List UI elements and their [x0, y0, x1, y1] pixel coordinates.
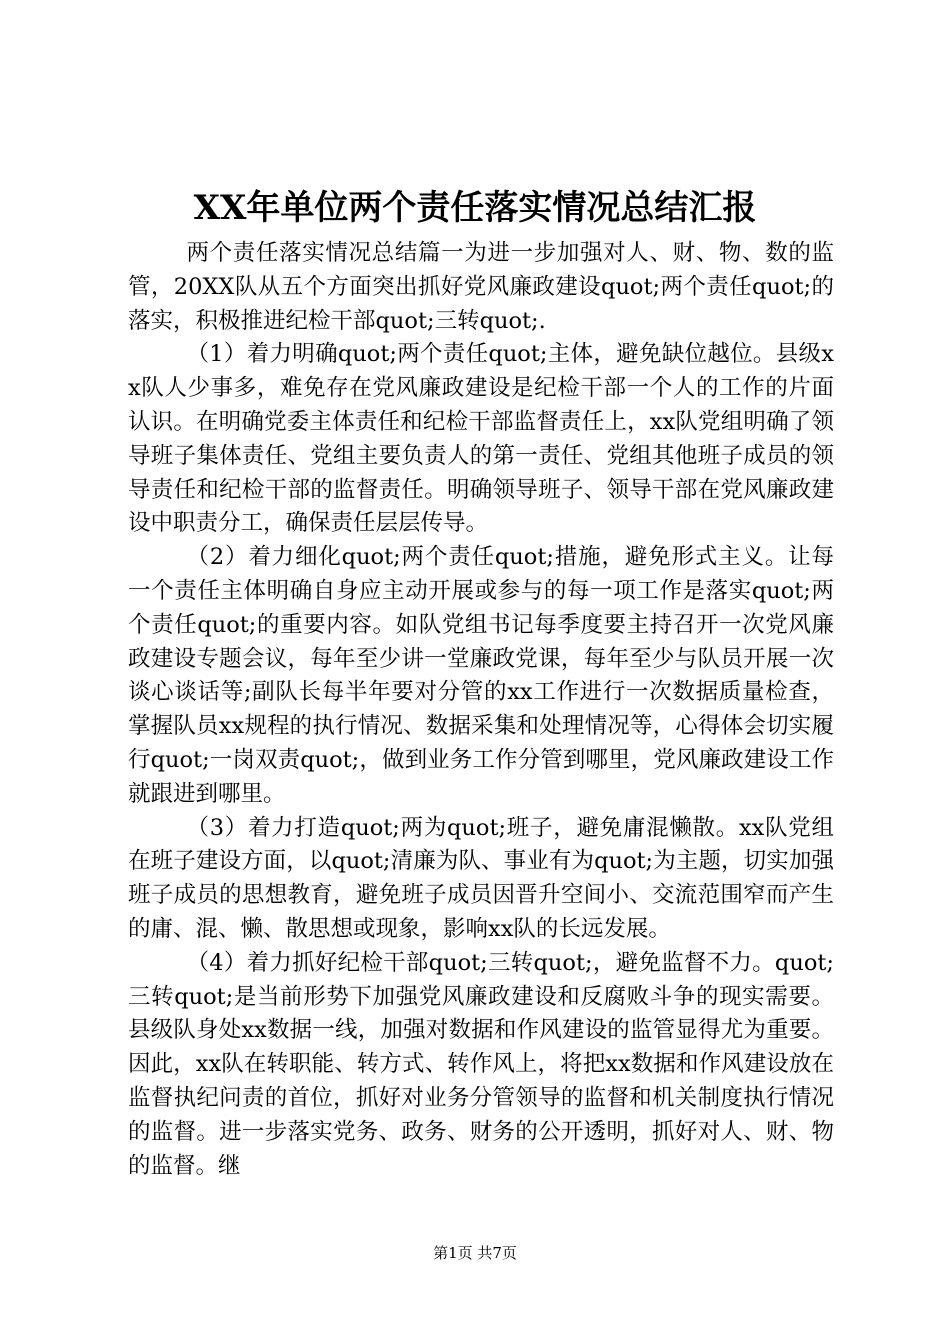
- document-body: [128, 237, 834, 1183]
- paragraph-point-2: （2）着力细化quot;两个责任quot;措施，避免形式主义。让每一个责任主体明确自身应主动开展或参与的每一项工作是落实quot;两个责任quot;的重要内容。如队党组书记每季度要主持召开一次党风廉政建设专题会议，每年至少讲一堂廉政党课，每年至少与队员开展一次谈心谈话等;副队长每半年要对分管的xx工作进行一次数据质量检查，掌握队员xx规程的执行情况、数据采集和处理情况等，心得体会切实履行quot;一岗双责quot;，做到业务工作分管到哪里，党风廉政建设工作就跟进到哪里。: [128, 544, 834, 807]
- paragraph-intro: 两个责任落实情况总结篇一为进一步加强对人、财、物、数的监管，20XX队从五个方面突出抓好党风廉政建设quot;两个责任quot;的落实，积极推进纪检干部quot;三转quot;.: [128, 240, 834, 334]
- paragraph-point-1: （1）着力明确quot;两个责任quot;主体，避免缺位越位。县级xx队人少事多，难免存在党风廉政建设是纪检干部一个人的工作的片面认识。在明确党委主体责任和纪检干部监督责任上，xx队党组明确了领导班子集体责任、党组主要负责人的第一责任、党组其他班子成员的领导责任和纪检干部的监督责任。明确领导班子、领导干部在党风廉政建设中职责分工，确保责任层层传导。: [128, 341, 834, 537]
- document-title: XX年单位两个责任落实情况总结汇报: [193, 188, 757, 228]
- paragraph-point-3: （3）着力打造quot;两为quot;班子，避免庸混懒散。xx队党组在班子建设方面，以quot;清廉为队、事业有为quot;为主题，切实加强班子成员的思想教育，避免班子成员因晋升空间小、交流范围窄而产生的庸、混、懒、散思想或现象，影响xx队的长远发展。: [128, 814, 834, 942]
- page-number-footer: 第1页 共7页: [433, 1244, 517, 1262]
- paragraph-point-4: （4）着力抓好纪检干部quot;三转quot;，避免监督不力。quot;三转quot;是当前形势下加强党风廉政建设和反腐败斗争的现实需要。县级队身处xx数据一线，加强对数据和作风建设的监管显得尤为重要。因此，xx队在转职能、转方式、转作风上，将把xx数据和作风建设放在监督执纪问责的首位，抓好对业务分管领导的监督和机关制度执行情况的监督。进一步落实党务、政务、财务的公开透明，抓好对人、财、物的监督。继: [128, 949, 834, 1179]
